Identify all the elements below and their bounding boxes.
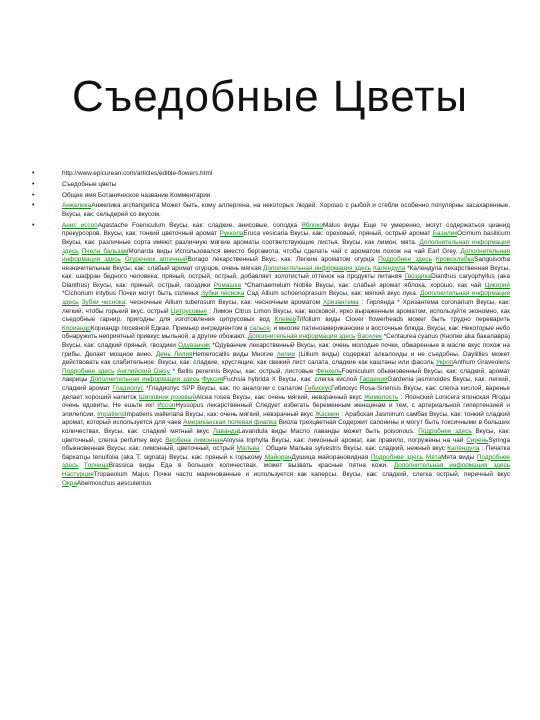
body-text: : чесночные Allium tuberosum Вкусы, как: чесночным ароматом [125,299,323,307]
inline-link[interactable]: Календула [447,445,480,453]
inline-link[interactable]: Шиповник розовый [138,393,196,401]
body-text: Alcea rosea Вкусы, как: очень мягкий, невзрачный вкус [195,393,365,401]
body-text: : Лимон Citrus Limon Вкусы, как: восковой, ярко выраженным ароматом, используйте экономно, как съедобные гарнир, пригодны для изготовления цитрусовых вод [62,307,510,324]
inline-link[interactable]: Дополнительная информация здесь [393,462,510,470]
inline-link[interactable]: Укроп [435,359,454,367]
inline-link[interactable]: Яблоко [301,221,323,229]
body-text: Trifolium виды Clover flowerheads может быть трудно переварить [296,316,510,324]
body-text: Lavandula виды Масло лаванды может быть poisonous. [238,427,419,435]
inline-link[interactable]: Подробнее здесь [62,453,510,470]
list-item [32,170,510,179]
inline-link[interactable]: Дополнительная информация здесь [62,247,510,264]
inline-link[interactable]: Гардения [359,376,388,384]
inline-link[interactable]: Иссоп [157,402,176,410]
inline-link[interactable]: Клевер [274,316,297,324]
body-text: Malus виды Еще те умеренно, могут содержаться цианид прекурсоров. Вкусы, как: тонкий цветочный аромат [62,221,510,238]
body-text: Вкусы, как: цветочный, слегка perfumey вкус [62,427,511,444]
body-text: Agastache Foeniculum Вкусы, как: сладкие, анисовые, солодка [97,221,302,229]
body-text: Eruca vesicaria Вкусы, как: ореховый, пряный, острый аромат [243,230,433,238]
inline-link[interactable]: Календула [373,264,406,272]
bullet-dot: • [32,202,35,210]
body-text: Abelmoschus aesculentus [76,479,152,487]
page-title: Съедобные Цветы [72,72,468,121]
body-text: : Гирлянда * Хризантема coronarium Вкусы, как: легкий, чтобы горький вкус, острый [62,299,510,315]
body-text: Dianthus caryophyllus (aka Dianthus) Вкусы, как: пряный, острый, гвоздики [62,273,510,289]
inline-link[interactable]: Дополнительная информация здесь [62,290,510,307]
inline-link[interactable]: Дополнительная информация здесь [263,264,372,272]
body-text: Aloysia triphylla Вкусы, как: лимонный аромат, как правило, погружены на чай [223,436,467,444]
body-text: *Chamaemelum Nobile Вкусы, как: слабый аромат яблока, хорошо, как чай [241,281,485,289]
body-text: *Centaurea cyanus (Кнопки aka бакалавра) Вкусы, как: сладкий пряный, гвоздики [62,333,510,350]
inline-link[interactable]: Анис иссоп [62,221,98,229]
body-text: Анжелика archangelica Может быть, кому аллергена, на некоторых людей. Хорошо с рыбой и стебли особенно популярны засахаренные. Вкусы, как: сельдерей со вкусом. [62,202,510,218]
body-text: Syringa обыкновенная Вкусы, как: лимонный, цветочный, острый [62,436,511,453]
inline-link[interactable]: Гвоздика [404,273,432,281]
body-text: Fuchsia hybrida X Вкусы, как: слегка кислой [223,376,360,384]
inline-link[interactable]: сальсе [249,324,270,332]
bullet-list [32,170,510,490]
body-text: , и многие латиноамериканские и восточные блюда. Вкусы, как: Некоторые небо обнаружить неприятный привкус мыльной, а другие обожают. [62,324,510,341]
inline-link[interactable]: Хризантема [322,299,359,307]
inline-link[interactable]: Огуречник аптечный [124,256,188,264]
body-text: Сад Allium schoenoprasum Вкусы, как: мягкий вкус лука. [244,290,420,298]
bullet-dot: • [32,191,35,199]
body-text: (Lillium виды) содержат алкалоиды и не съедобны. Daylillies может действовать как слабительное. Вкусы, как: сладкие, хрустящие, как свежий лист салата, сладкие как каштаны или фасоль [62,350,510,367]
inline-link[interactable]: лилии [276,350,295,358]
body-text: : Японский Lonicera японская Ягоды очень ядовиты. Не ешьте их! [62,393,510,410]
body-text: *Cichorium intybus Почки могут быть соленья [62,290,202,298]
list-item [32,192,510,201]
body-text: *Гладиолус SPP Вкусы, как: по аналогии с салатом [143,385,305,392]
list-item [32,202,510,219]
inline-link[interactable]: Дополнительная информация здесь [90,376,200,384]
inline-link[interactable]: Пчела бальзам [81,247,129,255]
inline-link[interactable]: Подробнее здесь [378,256,432,264]
body-text: Tropaeolum Majus Почки часто маринованные и используется как каперсы. Вкусы, как: сладкий, слегка острый, перечный вкус [93,470,510,478]
inline-link[interactable]: Мальва [236,445,260,453]
list-item [32,222,510,488]
body-text: Hemerocallis виды Многие [192,350,277,358]
body-text: Hyssopus лекарственный Следует избегать беременным женщинам и тем, с артериальной гипертензией и эпилепсии. [62,402,510,418]
body-text: Sanguisorba незначительные Вкусы, как: слабый аромат огурцов, очень мягкая [62,256,511,272]
inline-link[interactable]: Кориандр [62,324,91,332]
inline-link[interactable]: Анжелика [62,202,92,210]
inline-link[interactable]: Американская полевая фиалка [183,419,277,427]
body-text: Impatiens walleriana Вкусы, как: очень мягкий, невзрачный вкус [124,410,316,418]
body-text: Brassica виды Еда в больших количествах, может вызвать красные пятна кожи. [108,462,394,470]
inline-link[interactable]: Ромашка [213,281,242,289]
inline-link[interactable]: Горчица [84,462,109,470]
inline-link[interactable]: Английский Daisy [117,367,170,375]
inline-link[interactable]: Лаванда [212,427,239,435]
inline-link[interactable]: Impatiens [97,410,125,418]
body-text: Гибискус Rosa-Sinensis Вкусы, как: слегка кислой, варенье делает хороший напиток [62,385,511,401]
inline-link[interactable]: Жимолость [364,393,399,401]
body-text: Мята виды [441,453,477,461]
body-text: * Bellis perennis Вкусы, как: острый, листовые [169,367,317,375]
body-text: Общее имя Ботаническое название Комментарии [62,191,211,199]
inline-link[interactable]: Вербена лимонная [165,436,224,444]
bullet-dot: • [32,180,35,188]
inline-link[interactable]: Зубки чеснока [81,299,126,307]
inline-link[interactable]: Подробнее здесь [62,367,115,375]
body-text: : Арабская Jasminum самбак Вкусы, как: тонкий сладкий аромат, который используется для чаев [62,410,510,427]
body-text: : Общие Мальва sylvestris Вкусы, как: сладкий, нежный вкус [259,445,448,453]
inline-link[interactable]: Руккола [219,230,244,238]
inline-link[interactable]: Фуксия [201,376,224,384]
inline-link[interactable]: Подробнее здесь [418,427,472,435]
list-item [32,181,510,190]
inline-link[interactable]: Кровохлебка [435,256,475,264]
inline-link[interactable]: Жасмин [315,410,340,418]
inline-link[interactable]: Дополнительная информация здесь [247,333,356,341]
inline-link[interactable]: Окра [62,479,77,487]
inline-link[interactable]: Мята [425,453,442,461]
body-text: Gardenia jasminoides Вкусы, как: легкий, сладкий аромат [62,376,510,392]
body-text: Съедобные цветы [62,180,117,188]
inline-link[interactable]: День Лилия [155,350,193,358]
inline-link[interactable]: Дополнительная информация здесь [62,238,510,255]
inline-link[interactable]: Василек [357,333,382,341]
body-text: Borago лекарственный Вкус, как: Легким ароматом огурца [187,256,379,264]
body-text: *Одуванчик лекарственный Вкусы, как: очень молодые почки, обжаренные в масле вкус похож на грибы. Делает мощное вино. [62,342,510,358]
body-text: Anthum Graveolens [453,359,510,367]
bullet-dot: • [32,170,35,177]
inline-link[interactable]: Цитрусовые [170,307,207,315]
inline-link[interactable]: Подробнее здесь [370,453,424,461]
inline-link[interactable]: Настурция [62,470,94,478]
body-text: : Печатка бархатцы tenuifolia (aka T. signata) Вкусы, как: пряный к горькому [62,445,510,461]
inline-link[interactable]: Одуванчик [178,342,210,350]
body-text: Monarda виды Использовался вместо бергамота, чтобы сделать чай с ароматом похож на чай Earl Grey. [128,247,461,255]
inline-link[interactable]: Базилик [432,230,458,238]
bullet-dot: • [32,221,35,229]
body-text: Кориандр посевной Едкая. Премьер ингредиентом в [90,324,250,332]
body-text: Душица майорановидная [291,453,371,461]
inline-link[interactable]: Цикорий [484,281,511,289]
body-text: http://www.epicurean.com/articles/edible-flowers.html [62,170,213,177]
body-text: Foeniculum обыкновенный Вкусы, как: сладкий, аромат лакрицы [62,367,510,384]
inline-link[interactable]: Зубки чеснока [201,290,245,298]
inline-link[interactable]: Фенхель [316,367,342,375]
inline-link[interactable]: Майоран [264,453,292,461]
inline-link[interactable]: Сирень [466,436,489,444]
body-text: Ocimum basilicum Вкусы, как: различные сорта имеют различную мягкие ароматы соответствующие листья. Вкусы, как лимон, мята. [62,230,510,246]
inline-link[interactable]: Гладиолус [112,385,144,392]
body-text: *Календула лекарственная Вкусы, как: шафран бедного человека, пряный, острый, острый, добавляет золотистый оттенок на продукты питания [62,264,510,281]
inline-link[interactable]: Гибискус [304,385,332,392]
body-text: Виола трехцветная Содержит сапонины и могут быть токсичными в больших количествах. Вкусы, как: сладкий мятный вкус [62,419,511,435]
